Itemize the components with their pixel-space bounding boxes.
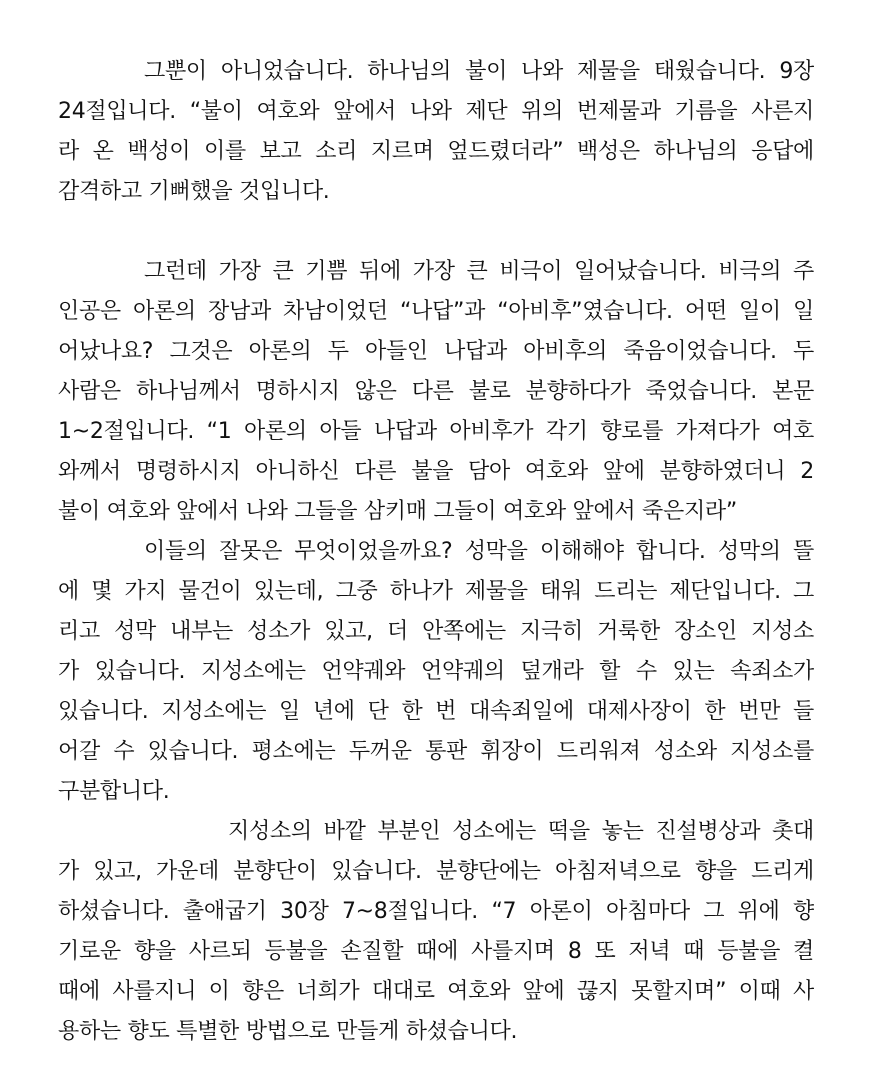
text-line: 감격하고 기뻐했을 것입니다. xyxy=(58,179,330,204)
text-line: 그뿐이 아니었습니다. 하나님의 불이 나와 제물을 태웠습니다. 9장 xyxy=(144,59,814,84)
text-line: 지성소의 바깥 부분인 성소에는 떡을 놓는 진설병상과 촛대 xyxy=(228,819,814,844)
text-line: 어났나요? 그것은 아론의 두 아들인 나답과 아비후의 죽음이었습니다. 두 xyxy=(58,339,814,364)
text-line: 그런데 가장 큰 기쁨 뒤에 가장 큰 비극이 일어났습니다. 비극의 주 xyxy=(144,259,814,284)
text-line: 에 몇 가지 물건이 있는데, 그중 하나가 제물을 태워 드리는 제단입니다. 그 xyxy=(58,579,814,604)
text-line: 때에 사를지니 이 향은 너희가 대대로 여호와 앞에 끊지 못할지며” 이때 사 xyxy=(58,979,814,1004)
text-line: 구분합니다. xyxy=(58,779,170,804)
text-line: 24절입니다. “불이 여호와 앞에서 나와 제단 위의 번제물과 기름을 사른지 xyxy=(58,99,814,124)
text-line: 용하는 향도 특별한 방법으로 만들게 하셨습니다. xyxy=(58,1019,518,1044)
text-line: 인공은 아론의 장남과 차남이었던 “나답”과 “아비후”였습니다. 어떤 일이 일 xyxy=(58,299,814,324)
text-line: 이들의 잘못은 무엇이었을까요? 성막을 이해해야 합니다. 성막의 뜰 xyxy=(144,539,814,564)
text-line: 사람은 하나님께서 명하시지 않은 다른 불로 분향하다가 죽었습니다. 본문 xyxy=(58,379,814,404)
text-line: 기로운 향을 사르되 등불을 손질할 때에 사를지며 8 또 저녁 때 등불을 켤 xyxy=(58,939,814,964)
text-line: 리고 성막 내부는 성소가 있고, 더 안쪽에는 지극히 거룩한 장소인 지성소 xyxy=(58,619,814,644)
text-line: 가 있고, 가운데 분향단이 있습니다. 분향단에는 아침저녁으로 향을 드리게 xyxy=(58,859,814,884)
text-line: 있습니다. 지성소에는 일 년에 단 한 번 대속죄일에 대제사장이 한 번만 들 xyxy=(58,699,814,724)
text-line: 라 온 백성이 이를 보고 소리 지르며 엎드렸더라” 백성은 하나님의 응답에 xyxy=(58,139,814,164)
text-line: 1~2절입니다. “1 아론의 아들 나답과 아비후가 각기 향로를 가져다가 여호 xyxy=(58,419,814,444)
text-line: 어갈 수 있습니다. 평소에는 두꺼운 통판 휘장이 드리워져 성소와 지성소를 xyxy=(58,739,814,764)
text-line: 하셨습니다. 출애굽기 30장 7~8절입니다. “7 아론이 아침마다 그 위에 향 xyxy=(58,899,814,924)
text-line: 와께서 명령하시지 아니하신 다른 불을 담아 여호와 앞에 분향하였더니 2 xyxy=(58,459,814,484)
text-line: 가 있습니다. 지성소에는 언약궤와 언약궤의 덮개라 할 수 있는 속죄소가 xyxy=(58,659,814,684)
text-line: 불이 여호와 앞에서 나와 그들을 삼키매 그들이 여호와 앞에서 죽은지라” xyxy=(58,499,737,524)
